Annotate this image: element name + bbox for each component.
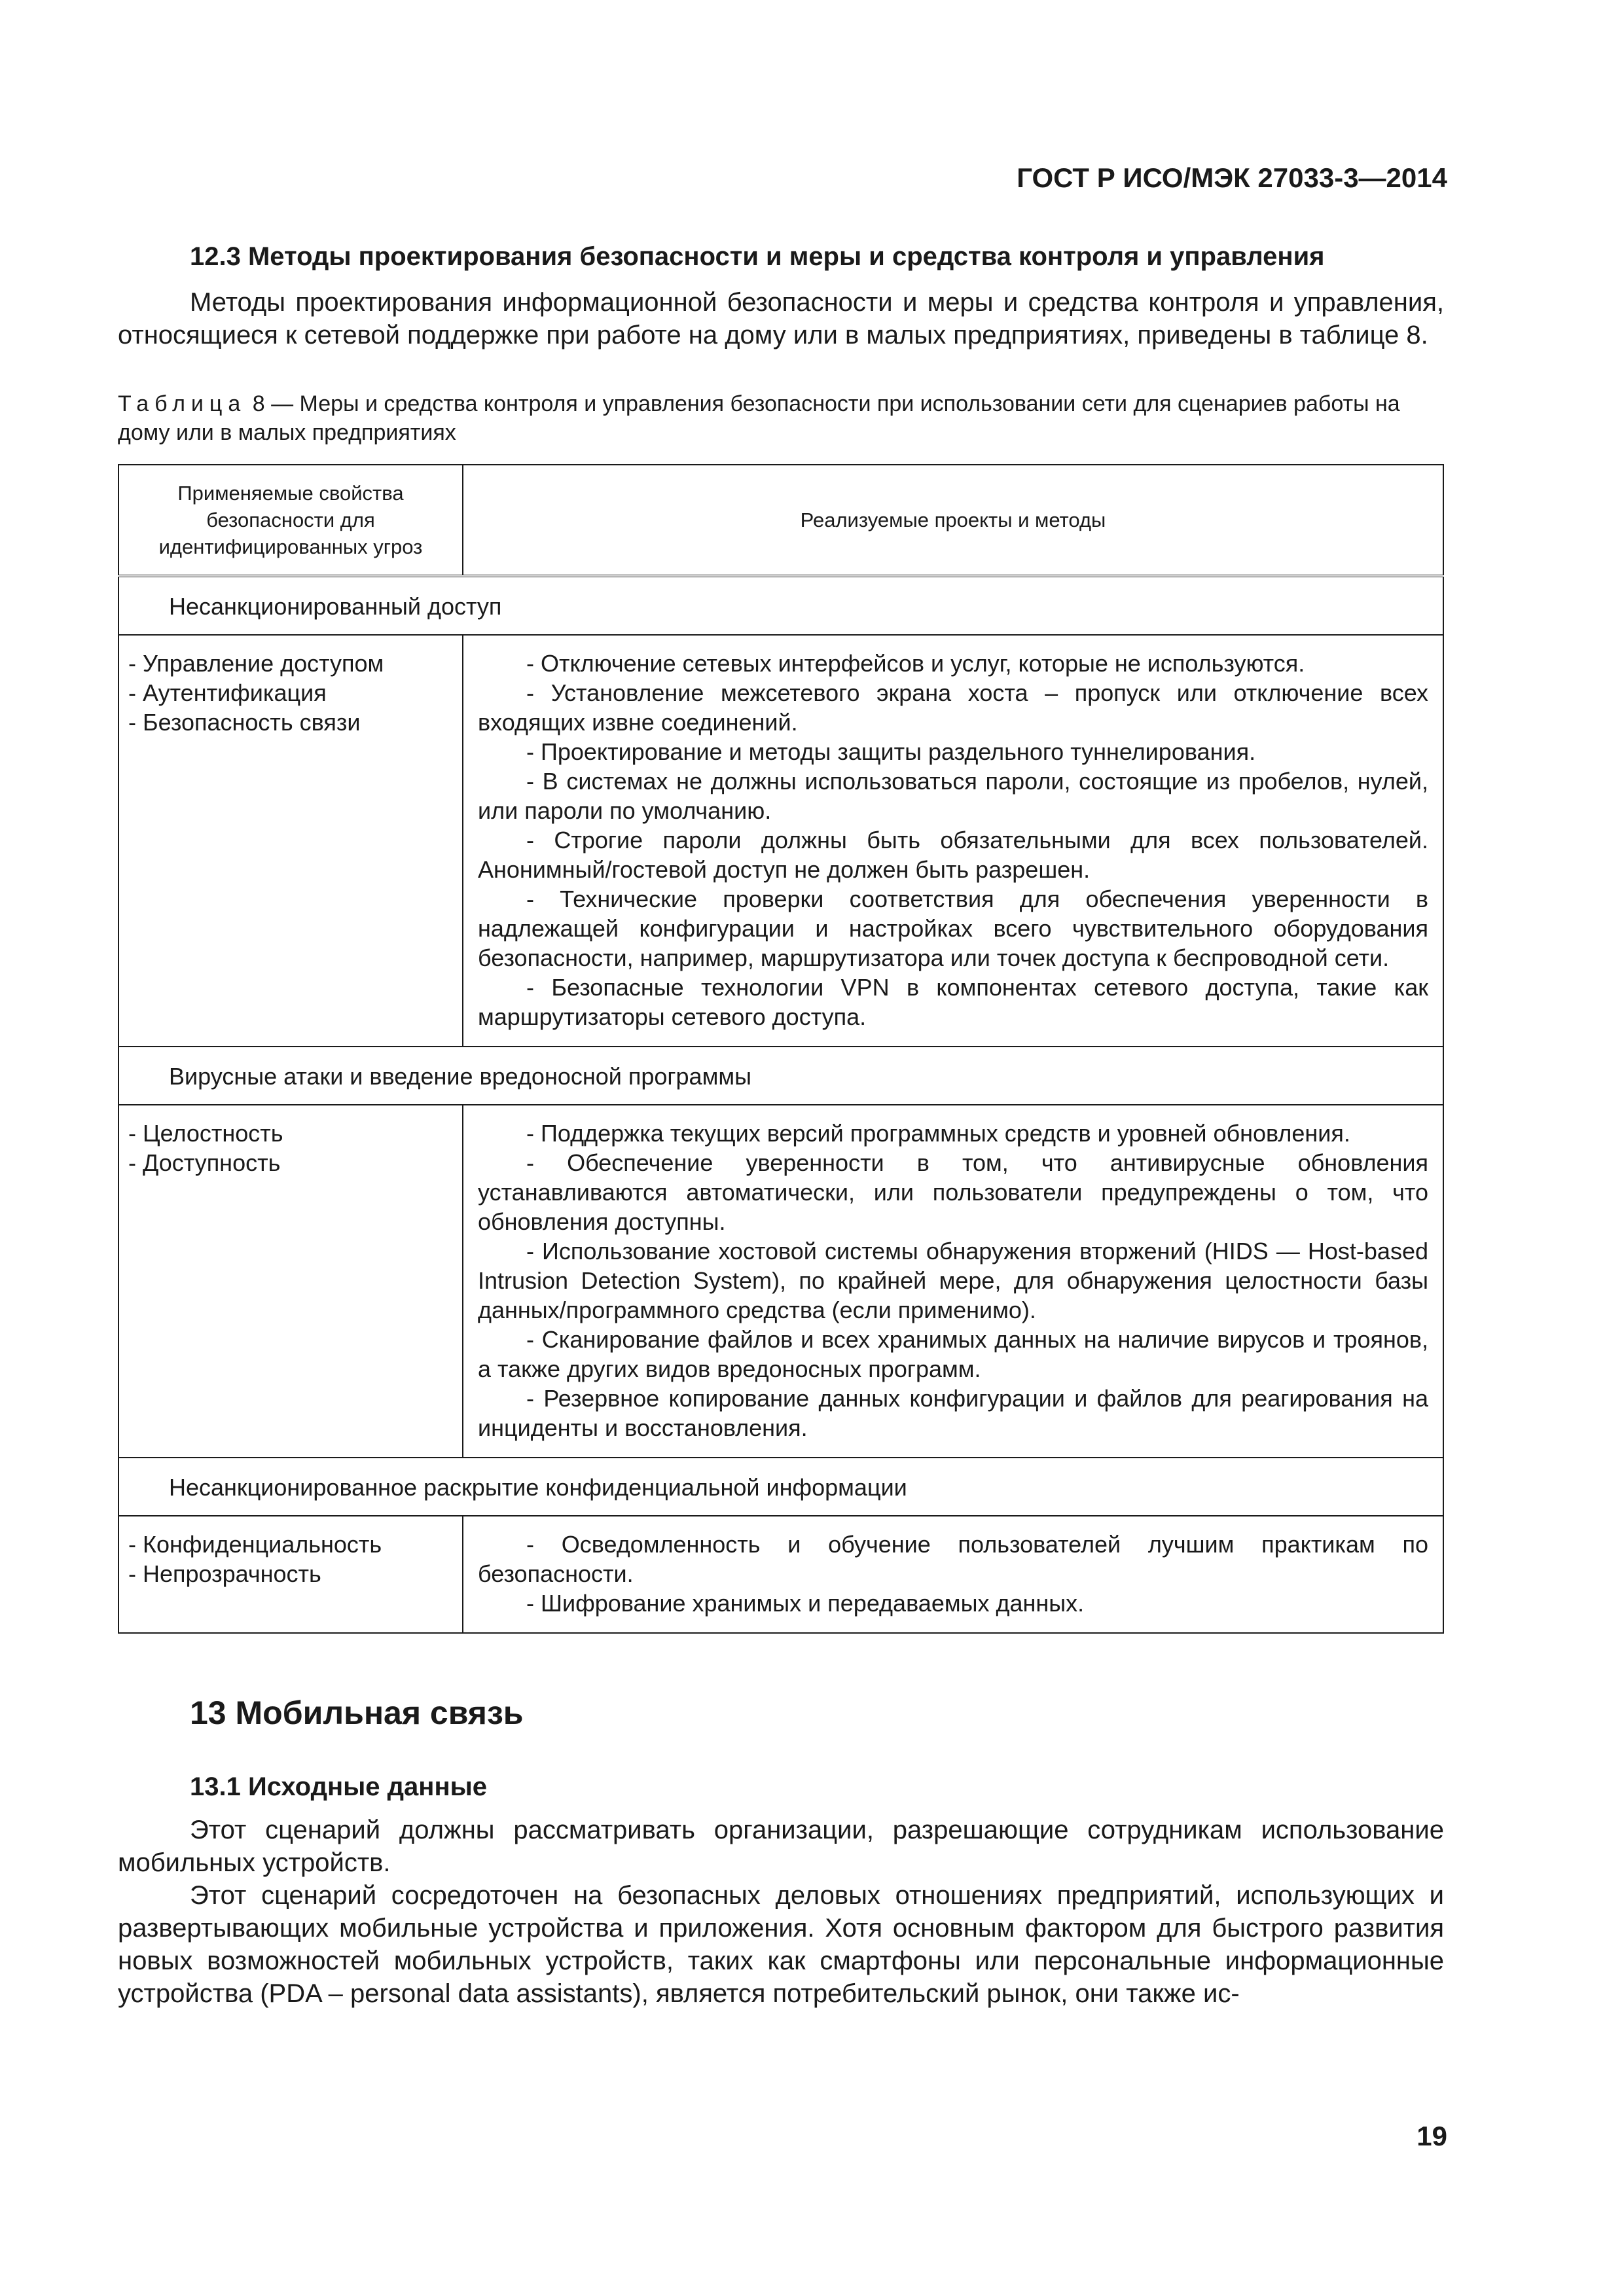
table-caption [118,389,1444,447]
method-item: - Использование хостовой системы обнаружения вторжений (HIDS — Host-based Intrusion Detection System), по крайней мере, для обнаружения целостности базы данных/программного средства (если применимо). [478,1238,1428,1323]
properties-cell [118,1516,463,1633]
method-item: - Отключение сетевых интерфейсов и услуг, которые не используются. [526,650,1305,677]
group-title: Несанкционированный доступ [118,576,1443,635]
chapter-paragraph: Этот сценарий сосредоточен на безопасных деловых отношениях предприятий, использующих и развертывающих мобильные устройства и приложения. Хотя основным фактором для быстрого развития новых возможностей мобильных устройств, таких как смартфоны или персональные информационные устройства (PDA – personal data assistants), является потребительский рынок, они также ис- [118,1881,1444,2008]
method-item: - Шифрование хранимых и передаваемых данных. [526,1590,1085,1617]
group-content-row [118,635,1443,1047]
group-title-row [118,576,1443,635]
group-title-row [118,1047,1443,1105]
methods-cell [463,635,1443,1047]
methods-cell [463,1105,1443,1458]
property-item: - Целостность [128,1120,283,1147]
group-title: Вирусные атаки и введение вредоносной программы [118,1047,1443,1105]
method-item: - Установление межсетевого экрана хоста – пропуск или отключение всех входящих извне соединений. [478,679,1428,736]
property-item: - Аутентификация [128,679,327,706]
property-item: - Управление доступом [128,650,384,677]
method-item: - Осведомленность и обучение пользователей лучшим практикам по безопасности. [478,1531,1428,1587]
table-caption-text: 8 — Меры и средства контроля и управления безопасности при использовании сети для сценариев работы на дому или в малых предприятиях [118,391,1400,445]
section-heading-12-3: 12.3 Методы проектирования безопасности и меры и средства контроля и управления [190,242,1325,271]
header-methods-cell: Реализуемые проекты и методы [463,465,1443,576]
method-item: - Сканирование файлов и всех хранимых данных на наличие вирусов и троянов, а также других видов вредоносных программ. [478,1326,1428,1382]
method-item: - Поддержка текущих версий программных средств и уровней обновления. [526,1120,1350,1147]
table-caption-label: Таблица [118,391,247,416]
group-title: Несанкционированное раскрытие конфиденциальной информации [118,1458,1443,1516]
method-item: - Безопасные технологии VPN в компонентах сетевого доступа, такие как маршрутизаторы сетевого доступа. [478,974,1428,1030]
group-content-row [118,1105,1443,1458]
properties-cell [118,635,463,1047]
method-item: - Проектирование и методы защиты раздельного туннелирования. [526,738,1256,765]
page-content [118,242,1444,2010]
section-paragraph: Методы проектирования информационной безопасности и меры и средства контроля и управления, относящиеся к сетевой поддержке при работе на дому или в малых предприятиях, приведены в таблице 8. [118,288,1444,350]
method-item: - Обеспечение уверенности в том, что антивирусные обновления устанавливаются автоматически, или пользователи предупреждены о том, что обновления доступны. [478,1149,1428,1235]
standard-id: ГОСТ Р ИСО/МЭК 27033-3—2014 [1017,162,1447,193]
chapter-heading-13: 13 Мобильная связь [190,1695,524,1731]
group-title-row [118,1458,1443,1516]
group-content-row [118,1516,1443,1633]
methods-cell [463,1516,1443,1633]
property-item: - Конфиденциальность [128,1531,382,1558]
chapter-paragraph: Этот сценарий должны рассматривать организации, разрешающие сотрудникам использование мобильных устройств. [118,1816,1444,1877]
subsection-heading-13-1: 13.1 Исходные данные [190,1772,488,1801]
header-properties-cell: Применяемые свойства безопасности для идентифицированных угроз [118,465,463,576]
method-item: - В системах не должны использоваться пароли, состоящие из пробелов, нулей, или пароли по умолчанию. [478,768,1428,824]
controls-table [118,464,1444,1634]
property-item: - Непрозрачность [128,1560,321,1587]
page-number: 19 [1416,2121,1447,2151]
property-item: - Доступность [128,1149,281,1176]
method-item: - Строгие пароли должны быть обязательными для всех пользователей. Анонимный/гостевой доступ не должен быть разрешен. [478,827,1428,883]
method-item: - Технические проверки соответствия для обеспечения уверенности в надлежащей конфигурации и настройках всего чувствительного оборудования безопасности, например, маршрутизатора или точек доступа к беспроводной сети. [478,886,1428,971]
properties-cell [118,1105,463,1458]
property-item: - Безопасность связи [128,709,361,736]
method-item: - Резервное копирование данных конфигурации и файлов для реагирования на инциденты и восстановления. [478,1385,1428,1441]
table-header-row [118,465,1443,576]
